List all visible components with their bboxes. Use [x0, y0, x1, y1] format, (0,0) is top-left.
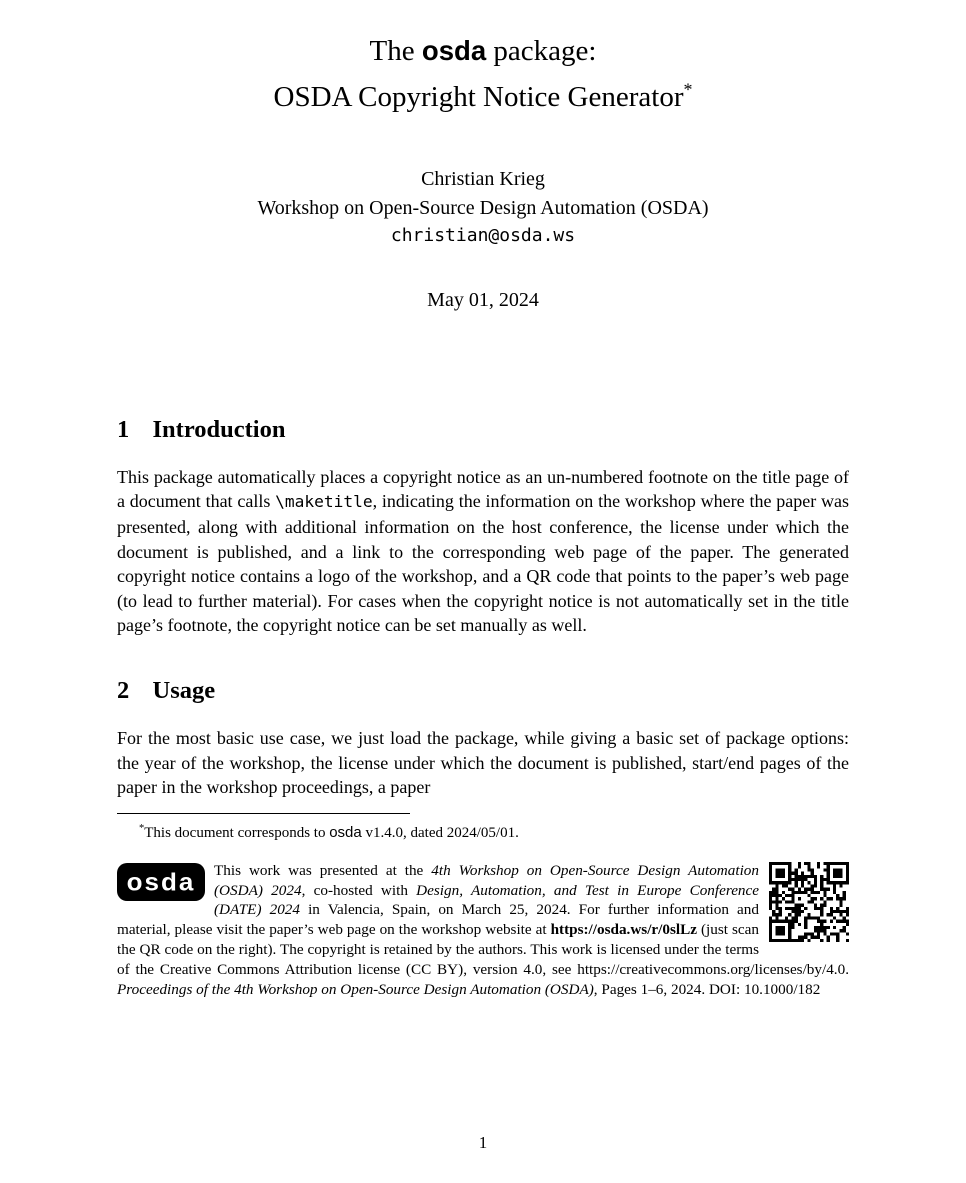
text-segment: (just scan the QR code on the right). The copyright is retained by the authors. This work is licensed under the terms of the Creative Commons Attribution license (CC BY), version 4.0, see [117, 921, 759, 978]
link[interactable]: https://creativecommons.org/licenses/by/4.0 [577, 960, 846, 978]
footnote-text [144, 825, 519, 841]
text-segment: This document corresponds to [144, 824, 330, 841]
text-segment: Design, Automation, and Test in Europe Conference (DATE) 2024 [214, 881, 760, 919]
text-segment: This work was presented at the [214, 861, 432, 879]
text-segment: This package automatically places a copyright notice as an un-numbered footnote on the title page of a document that calls [117, 466, 849, 512]
title-line-1 [370, 35, 597, 67]
paper-title [117, 28, 849, 121]
author-block [117, 165, 849, 249]
title-text: The [369, 35, 422, 67]
text-segment: v1.4.0, dated 2024/05/01. [361, 824, 519, 841]
text-segment: osda [329, 823, 362, 841]
section-number: 2 [117, 677, 130, 705]
title-text: package: [486, 35, 597, 67]
text-segment: , Pages 1–6, 2024. DOI: 10.1000/182 [593, 980, 821, 998]
section-number: 1 [117, 415, 130, 443]
text-segment: , co-hosted with [301, 881, 417, 899]
osda-logo [117, 863, 205, 901]
copyright-notice [117, 861, 849, 1000]
text-segment: Proceedings of the 4th Workshop on Open-Source Design Automation (OSDA) [117, 980, 594, 998]
author-email[interactable]: christian@osda.ws [390, 224, 576, 246]
text-segment: . [845, 960, 849, 978]
text-segment: For the most basic use case, we just load the package, while giving a basic set of package options: the year of the workshop, the license under which the document is published, start/end pages of the paper in the workshop proceedings, a paper [117, 728, 849, 798]
text-segment: , indicating the information on the workshop where the paper was presented, along with additional information on the host conference, the license under which the document is published, and a link to the corresponding web page of the paper. The generated copyright notice contains a logo of the workshop, and a QR code that points to the paper’s web page (to lead to further material). For cases when the copyright notice is not automatically set in the title page’s footnote, the copyright notice can be set manually as well. [117, 491, 849, 636]
link[interactable]: https://osda.ws/r/0slLz [550, 921, 697, 939]
footnote-rule [117, 813, 410, 814]
qr-code [769, 861, 849, 943]
title-footnote [117, 819, 849, 843]
text-segment: \maketitle [275, 492, 373, 512]
title-text: OSDA Copyright Notice Generator [273, 81, 684, 114]
title-line-2 [274, 81, 693, 113]
copyright-notice-text [117, 862, 849, 998]
usage-paragraph [117, 726, 849, 800]
section-title: Usage [152, 677, 216, 705]
author-name: Christian Krieg [421, 167, 545, 190]
introduction-paragraph [117, 465, 849, 638]
text-segment: 4th Workshop on Open-Source Design Automation (OSDA) 2024 [214, 861, 759, 899]
footnote-mark: * [139, 822, 145, 834]
author-affiliation: Workshop on Open-Source Design Automation (OSDA) [257, 196, 709, 219]
section-heading-usage [117, 677, 849, 705]
text-segment: in Valencia, Spain, on March 25, 2024. For further information and material, please visit the paper’s web page on the workshop website at [117, 901, 759, 939]
page-number: 1 [478, 1133, 488, 1152]
package-name: osda [421, 35, 487, 66]
footnote-mark: * [683, 79, 693, 100]
section-heading-introduction [117, 416, 849, 444]
section-title: Introduction [152, 415, 286, 443]
osda-logo-text: osda [126, 867, 196, 897]
document-date: May 01, 2024 [427, 288, 539, 311]
